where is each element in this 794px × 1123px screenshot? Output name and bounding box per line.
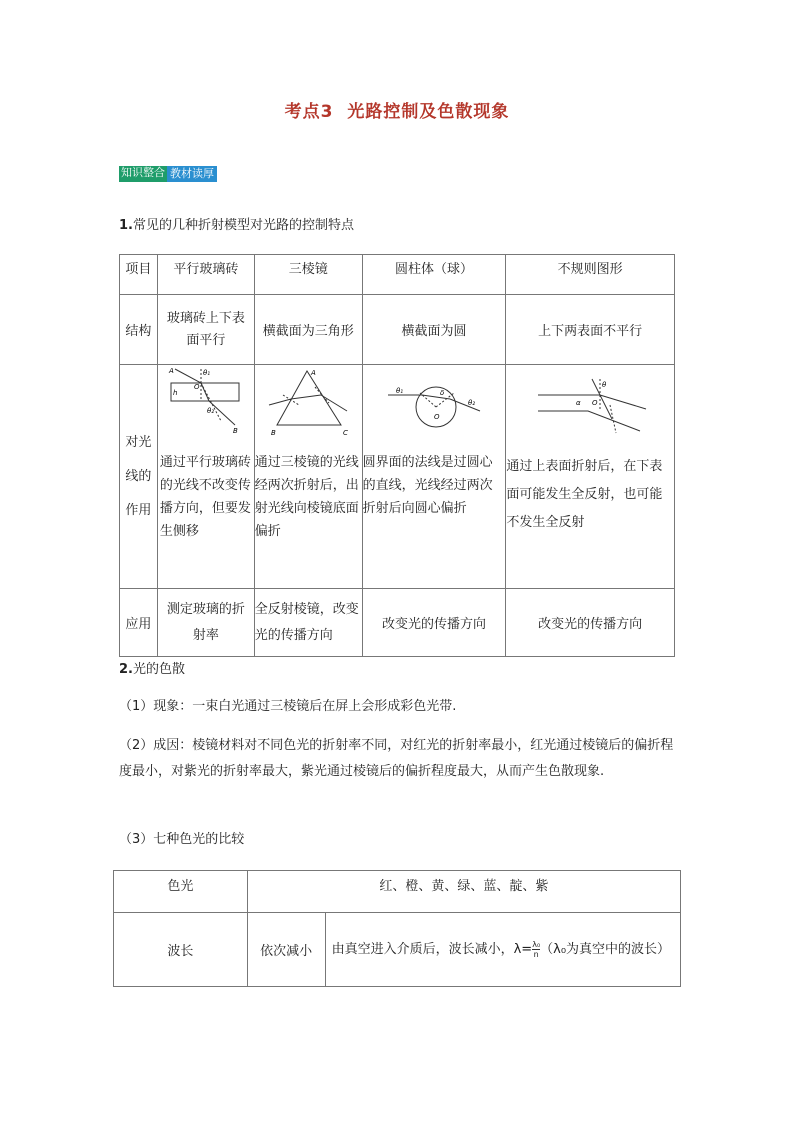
color-comparison-table — [113, 870, 681, 987]
table-row — [120, 589, 675, 657]
irregular-figure — [530, 365, 650, 437]
application-prism: 全反射棱镜，改变光的传播方向 — [254, 589, 362, 657]
title-main: 光路控制及色散现象 — [347, 102, 510, 122]
table-row — [114, 913, 681, 987]
wavelength-description — [325, 913, 680, 987]
table-row — [120, 365, 675, 589]
effect-prism-text: 通过三棱镜的光线经两次折射后，出射光线向棱镜底面偏折 — [254, 455, 359, 539]
header-item: 项目 — [120, 255, 158, 295]
header-slab: 平行玻璃砖 — [157, 255, 254, 295]
wavelength-label: 波长 — [114, 913, 248, 987]
effect-slab-cell — [157, 365, 254, 589]
color-value: 红、橙、黄、绿、蓝、靛、紫 — [247, 871, 680, 913]
application-label: 应用 — [120, 589, 158, 657]
section-badges — [119, 166, 217, 182]
structure-cylinder: 横截面为圆 — [362, 295, 506, 365]
table-row — [114, 871, 681, 913]
fraction-denominator: n — [533, 949, 539, 959]
irregular-label-o: O — [592, 399, 598, 407]
table-row — [120, 295, 675, 365]
cause-paragraph: （2）成因：棱镜材料对不同色光的折射率不同，对红光的折射率最小，红光通过棱镜后的偏折程度最小，对紫光的折射率最大，紫光通过棱镜后的偏折程度最大，从而产生色散现象. — [119, 738, 674, 779]
effect-label: 对光线的作用 — [120, 365, 158, 589]
prism-label-b: B — [271, 429, 277, 437]
application-cylinder: 改变光的传播方向 — [362, 589, 506, 657]
irregular-label-theta: θ — [602, 381, 607, 389]
wavelength-trend: 依次减小 — [247, 913, 325, 987]
wavelength-text-a: 由真空进入介质后，波长减小，λ= — [331, 941, 533, 957]
comparison-heading: （3）七种色光的比较 — [119, 832, 245, 847]
effect-irregular-text: 通过上表面折射后，在下表面可能发生全反射，也可能不发生全反射 — [506, 459, 663, 530]
cylinder-label-theta2: θ₂ — [467, 399, 476, 407]
cylinder-label-o: O — [433, 413, 440, 421]
page-title — [0, 97, 794, 122]
header-irregular: 不规则图形 — [506, 255, 675, 295]
structure-slab: 玻璃砖上下表面平行 — [157, 295, 254, 365]
effect-slab-text: 通过平行玻璃砖的光线不改变传播方向，但要发生侧移 — [159, 455, 251, 539]
badge-knowledge: 知识整合 — [119, 166, 167, 182]
structure-prism: 横截面为三角形 — [254, 295, 362, 365]
slab-label-theta1: θ₁ — [202, 369, 210, 377]
application-irregular: 改变光的传播方向 — [506, 589, 675, 657]
badge-textbook: 教材读厚 — [167, 166, 217, 182]
wavelength-fraction — [532, 940, 540, 959]
section2-number: 2. — [119, 662, 133, 677]
refraction-models-table — [119, 254, 675, 657]
section1-number: 1. — [119, 218, 133, 233]
irregular-label-alpha: α — [576, 399, 581, 407]
prism-label-a: A — [311, 369, 317, 377]
cylinder-label-delta: δ — [439, 389, 445, 397]
slab-label-a: A — [168, 367, 174, 375]
section2-heading — [119, 658, 185, 677]
color-label: 色光 — [114, 871, 248, 913]
header-cylinder: 圆柱体（球） — [362, 255, 506, 295]
structure-label: 结构 — [120, 295, 158, 365]
header-prism: 三棱镜 — [254, 255, 362, 295]
structure-irregular: 上下两表面不平行 — [506, 295, 675, 365]
effect-cylinder-text: 圆界面的法线是过圆心的直线，光线经过两次折射后向圆心偏折 — [362, 455, 493, 516]
parallel-slab-figure — [161, 365, 251, 437]
section2-heading-text: 光的色散 — [132, 662, 185, 677]
slab-label-theta2: θ₂ — [206, 407, 214, 415]
slab-label-h: h — [172, 389, 178, 397]
application-slab: 测定玻璃的折射率 — [157, 589, 254, 657]
prism-figure — [263, 365, 353, 437]
slab-label-b: B — [232, 427, 238, 435]
effect-irregular-cell — [506, 365, 675, 589]
fraction-numerator: λ₀ — [532, 939, 541, 949]
section1-heading — [119, 214, 354, 233]
effect-cylinder-cell — [362, 365, 506, 589]
slab-label-o: O — [193, 383, 200, 391]
cylinder-label-theta1: θ₁ — [395, 387, 404, 395]
prism-label-c: C — [343, 429, 349, 437]
title-prefix: 考点3 — [284, 102, 334, 122]
table-row — [120, 255, 675, 295]
phenomenon-paragraph: （1）现象：一束白光通过三棱镜后在屏上会形成彩色光带. — [119, 699, 457, 714]
wavelength-text-b: （λ₀为真空中的波长） — [540, 941, 671, 957]
cylinder-figure — [384, 365, 484, 437]
effect-prism-cell — [254, 365, 362, 589]
section1-heading-text: 常见的几种折射模型对光路的控制特点 — [132, 218, 354, 233]
